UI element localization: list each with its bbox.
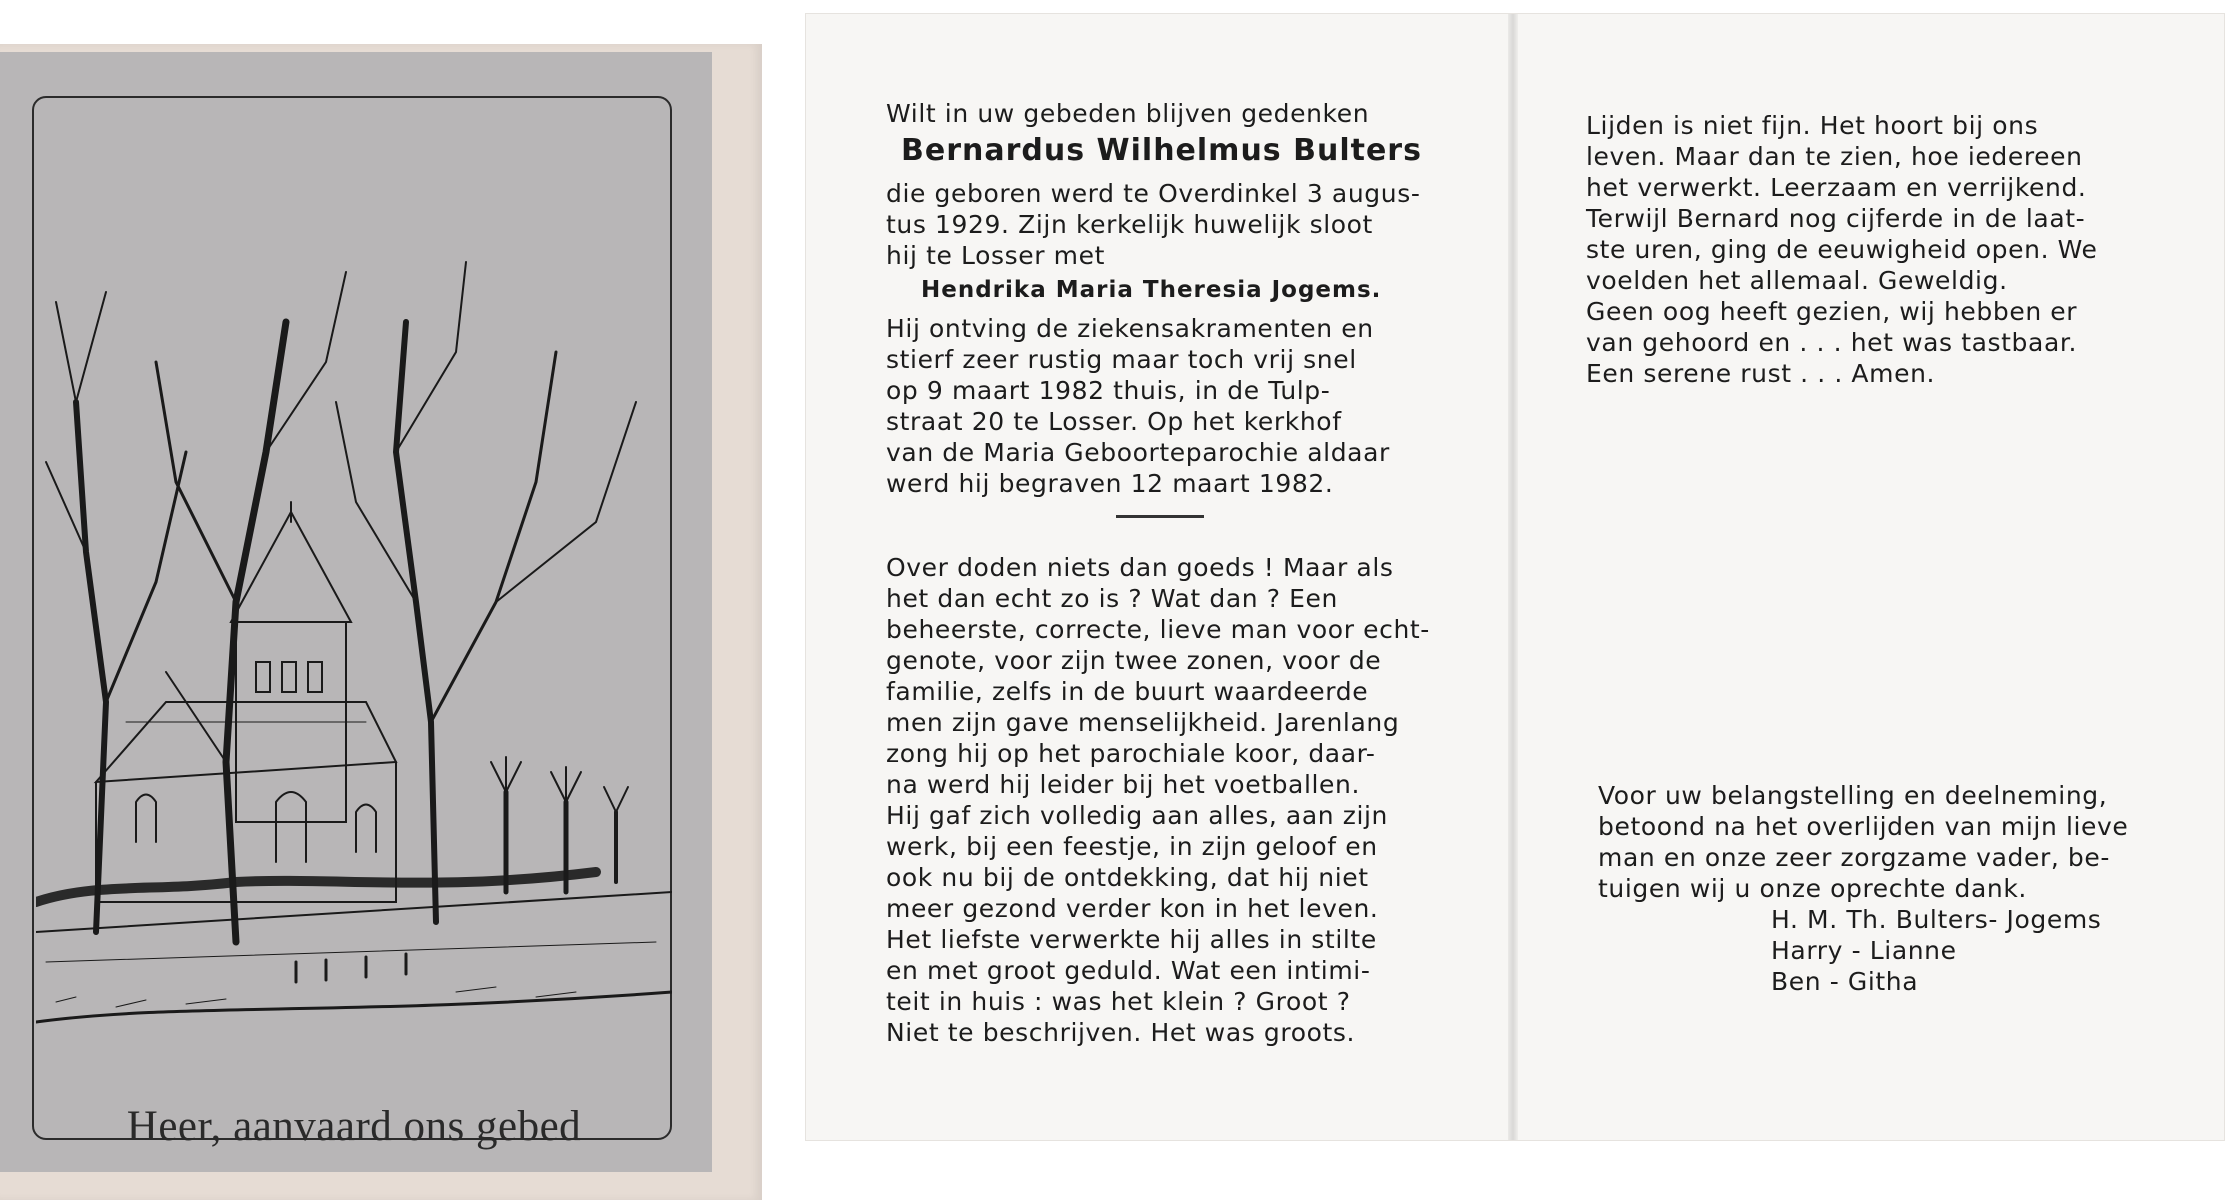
text-line: betoond na het overlijden van mijn lieve [1598,812,2129,841]
text-line: hij te Losser met [886,241,1105,270]
text-line: die geboren werd te Overdinkel 3 augus- [886,179,1421,208]
right-panel [1586,110,2166,393]
text-line: familie, zelfs in de buurt waardeerde [886,677,1369,706]
text-line: leven. Maar dan te zien, hoe iedereen [1586,142,2083,171]
text-line: Lijden is niet fijn. Het hoort bij ons [1586,111,2039,140]
text-line: ook nu bij de ontdekking, dat hij niet [886,863,1369,892]
text-line: genote, voor zijn twee zonen, voor de [886,646,1382,675]
front-card-panel [0,52,712,1172]
text-line: stierf zeer rustig maar toch vrij snel [886,345,1357,374]
text-line: Een serene rust . . . Amen. [1586,359,1936,388]
text-line: Het liefste verwerkte hij alles in stilte [886,925,1377,954]
text-line: werd hij begraven 12 maart 1982. [886,469,1334,498]
signature-line: Harry - Lianne [1771,936,1957,965]
text-line: ste uren, ging de eeuwigheid open. We [1586,235,2098,264]
text-line: tuigen wij u onze oprechte dank. [1598,874,2027,903]
text-line: van de Maria Geboorteparochie aldaar [886,438,1390,467]
signature-line: Ben - Githa [1771,967,1919,996]
text-line: man en onze zeer zorgzame vader, be- [1598,843,2110,872]
fold-line [1508,14,1518,1140]
tribute-text [886,552,1446,1048]
text-line: van gehoord en . . . het was tastbaar. [1586,328,2078,357]
text-line: straat 20 te Losser. Op het kerkhof [886,407,1342,436]
text-line: Niet te beschrijven. Het was groots. [886,1018,1356,1047]
memorial-card-inside [806,14,2224,1140]
text-line: voelden het allemaal. Geweldig. [1586,266,2008,295]
death-text [886,313,1446,499]
text-line: Terwijl Bernard nog cijferde in de laat- [1586,204,2086,233]
text-line: na werd hij leider bij het voetballen. [886,770,1361,799]
text-line: men zijn gave menselijkheid. Jarenlang [886,708,1400,737]
divider [1116,515,1204,518]
spouse-name: Hendrika Maria Theresia Jogems. [921,277,1382,303]
text-line: beheerste, correcte, lieve man voor echt- [886,615,1430,644]
text-line: Hij ontving de ziekensakramenten en [886,314,1374,343]
reflection-text [1586,110,2166,389]
thanks-block [1598,780,2178,997]
intro-text: Wilt in uw gebeden blijven gedenken [886,99,1370,128]
text-line: Over doden niets dan goeds ! Maar als [886,553,1394,582]
signature-line: H. M. Th. Bulters- Jogems [1771,905,2102,934]
deceased-name: Bernardus Wilhelmus Bulters [901,133,1422,168]
text-line: het dan echt zo is ? Wat dan ? Een [886,584,1338,613]
text-line: op 9 maart 1982 thuis, in de Tulp- [886,376,1331,405]
text-line: Geen oog heeft gezien, wij hebben er [1586,297,2078,326]
text-line: teit in huis : was het klein ? Groot ? [886,987,1351,1016]
text-line: het verwerkt. Leerzaam en verrijkend. [1586,173,2087,202]
text-line: werk, bij een feestje, in zijn geloof en [886,832,1378,861]
front-card [0,44,762,1200]
front-caption: Heer, aanvaard ons gebed [126,1103,582,1150]
text-line: Hij gaf zich volledig aan alles, aan zijn [886,801,1389,830]
church-illustration [36,202,672,1082]
birth-text [886,178,1446,271]
text-line: tus 1929. Zijn kerkelijk huwelijk sloot [886,210,1373,239]
left-panel [886,98,1446,1052]
text-line: meer gezond verder kon in het leven. [886,894,1379,923]
text-line: en met groot geduld. Wat een intimi- [886,956,1371,985]
text-line: zong hij op het parochiale koor, daar- [886,739,1376,768]
text-line: Voor uw belangstelling en deelneming, [1598,781,2108,810]
